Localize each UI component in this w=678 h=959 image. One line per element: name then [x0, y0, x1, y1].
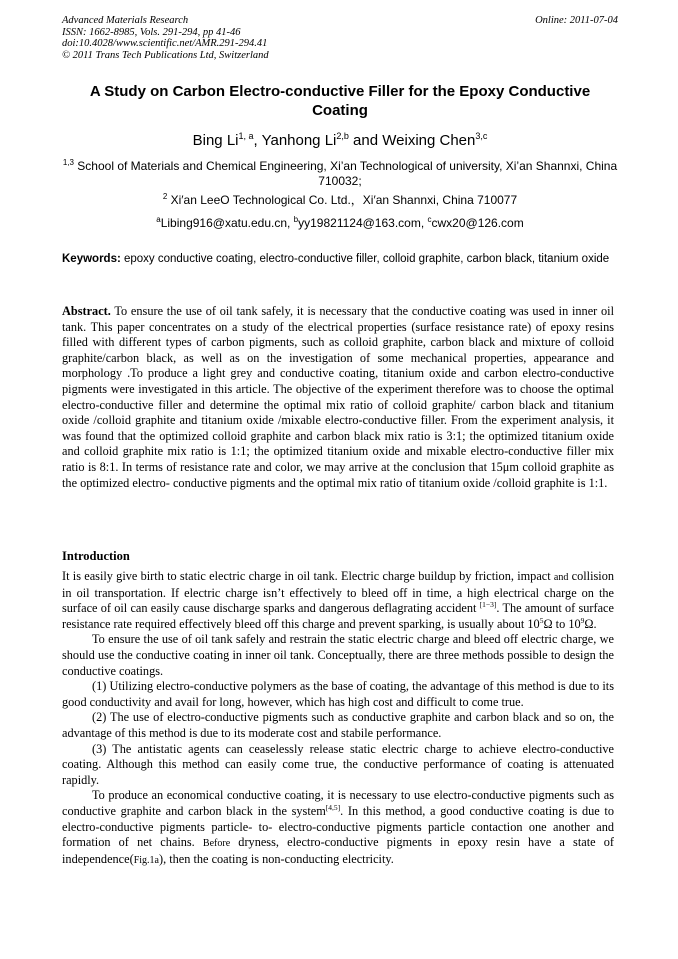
author-2-sup: 2,b — [336, 131, 349, 141]
journal-name: Advanced Materials Research — [62, 15, 189, 26]
affiliation-2-sup: 2 — [162, 192, 168, 201]
intro-p1-part-e: Ω. — [584, 616, 597, 631]
intro-p1-exponent-1: 5 — [539, 615, 544, 625]
affiliation-1-sup: 1,3 — [62, 158, 74, 167]
affiliation-2 — [62, 193, 618, 208]
affiliation-2-text: Xi′an LeeO Technological Co. Ltd.，Xi′an Shannxi, China 710077 — [167, 193, 518, 207]
intro-paragraph-4: (2) The use of electro-conductive pigments such as conductive graphite and carbon black and so on, the advantage of this method is due to its moderate cost and stabile performance. — [62, 710, 614, 740]
intro-p6-part-d: ), then the coating is non-conducting electricity. — [158, 851, 394, 866]
keywords-label: Keywords: — [62, 253, 121, 265]
author-line — [62, 132, 618, 150]
journal-copyright: © 2011 Trans Tech Publications Ltd, Switzerland — [62, 49, 269, 61]
email-c: cwx20@126.com — [431, 216, 524, 230]
intro-p6-part-a: To produce an economical conductive coating, it is necessary to use electro-conductive pigments such as conductive graphite and carbon black in the system — [62, 788, 614, 818]
intro-p6-citation: [4,5] — [325, 802, 341, 812]
author-3: and Weixing Chen — [348, 132, 476, 149]
keywords-text: epoxy conductive coating, electro-conductive filler, colloid graphite, carbon black, titanium oxide — [120, 253, 610, 265]
intro-paragraph-6 — [62, 788, 614, 868]
intro-p6-part-c: dryness, electro-conductive pigments in epoxy resin have a state of independence( — [62, 835, 615, 866]
author-2: , Yanhong Li — [253, 132, 337, 149]
email-a-sup: a — [156, 215, 161, 224]
intro-p1-and: and — [553, 572, 569, 583]
intro-p1-citation: [1−3] — [479, 600, 497, 610]
email-b-sup: b — [293, 215, 299, 224]
intro-p1-exponent-2: 9 — [580, 615, 585, 625]
intro-p6-part-b: . In this method, a good conductive coating is due to electro-conductive pigments particle- to- electro-conductive pigments particle contaction one another and formation of net chains. — [62, 803, 614, 850]
affiliation-1 — [62, 159, 618, 189]
intro-paragraph-1 — [62, 569, 614, 632]
journal-header — [62, 15, 618, 61]
intro-p6-before: Before — [202, 838, 231, 850]
abstract — [62, 304, 614, 491]
author-1: Bing Li — [192, 132, 239, 149]
journal-issn: ISSN: 1662-8985, Vols. 291-294, pp 41-46 — [62, 26, 241, 38]
intro-paragraph-3: (1) Utilizing electro-conductive polymers as the base of coating, the advantage of this method is due to its good conductivity and avail for long, however, which has high cost and difficult to come true. — [62, 679, 614, 709]
intro-p1-part-d: Ω to 10 — [543, 616, 581, 631]
journal-doi: doi:10.4028/www.scientific.net/AMR.291-294.41 — [62, 38, 268, 49]
intro-p1-part-c: . The amount of surface resistance rate required effectively bleed off this charge and prevent sparking, is usually about 10 — [62, 601, 614, 631]
email-b: yy19821124@163.com, — [298, 216, 428, 230]
paper-title: A Study on Carbon Electro-conductive Filler for the Epoxy Conductive Coating — [89, 83, 591, 119]
introduction-body — [62, 569, 614, 868]
affiliation-1-text: School of Materials and Chemical Engineering, Xi’an Technological of university, Xi’an Shannxi, China 710032; — [73, 159, 618, 188]
intro-p1-part-b: collision in oil transportation. If electric charge isn’t effectively to bleed off in time, a high electrical charge on the surface of oil can easily cause discharge sparks and dangerous deflagrating accident — [62, 569, 614, 616]
online-date: Online: 2011-07-04 — [535, 15, 618, 26]
email-c-sup: c — [427, 215, 432, 224]
abstract-text: To ensure the use of oil tank safely, it is necessary that the conductive coating was used in inner oil tank. This paper concentrates on a study of the electrical properties (surface resistance rate) of epoxy resins filled with different types of carbon pigments, such as colloid graphite, carbon black and mixture of colloid graphite/carbon black, as well as on the investigation of some mechanical properties, appearance and morphology .To produce a light grey and conductive coating, titanium oxide and carbon electro-conductive pigments were investigated in this article. The objective of the experiment therefore was to choose the optimal electro-conductive filler and determine the optimal mix ratio of colloid graphite/ carbon black and titanium oxide /colloid graphite and titanium oxide /mixable electro-conductive filler. From the experiment analysis, it was found that the optimized colloid graphite and carbon black mix ratio is 3:1; the optimized titanium oxide and colloid graphite mix ratio is 1:1; the optimized titanium oxide and mixable electro-conductive filler mix ratio is 8:1. In terms of resistance rate and color, we may arrive at the conclusion that 15μm colloid graphite as the optimized electro- conductive pigments and the optimal mix ratio of titanium oxide /colloid graphite is 1:1. — [62, 304, 614, 490]
intro-paragraph-5: (3) The antistatic agents can ceaselessly release static electric charge to achieve electro-conductive coating. Although this method can easily come true, the conductive performance of coating is attenuated rapidly. — [62, 741, 614, 787]
author-3-sup: 3,c — [475, 131, 488, 141]
email-a: Libing916@xatu.edu.cn, — [160, 216, 294, 230]
introduction-heading: Introduction — [62, 549, 130, 563]
keywords — [62, 252, 614, 267]
author-emails — [62, 216, 618, 231]
intro-p1-part-a: It is easily give birth to static electric charge in oil tank. Electric charge buildup by friction, impact — [62, 569, 554, 583]
abstract-label: Abstract. — [62, 304, 111, 318]
intro-p6-figure-ref: Fig.1a — [133, 854, 159, 866]
intro-paragraph-2: To ensure the use of oil tank safely and restrain the static electric charge and bleed off electric charge, we should use the conductive coating in inner oil tank. Conceptually, there are three methods possible to design the conductive coatings. — [62, 632, 614, 678]
author-1-sup: 1, a — [238, 131, 254, 141]
